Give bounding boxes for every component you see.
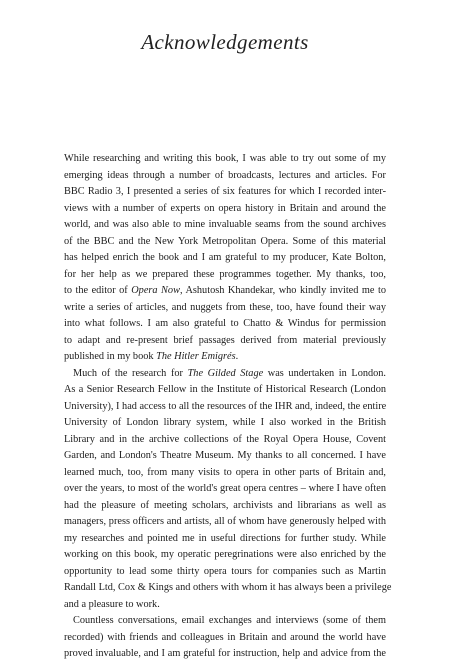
italic-title-text: Opera Now — [131, 285, 180, 296]
text-segment: While researching and writing this book, I was able to try out some of my — [64, 153, 386, 164]
text-segment: published in my book — [64, 351, 157, 362]
text-line — [64, 498, 386, 515]
text-segment: BBC Radio 3, I presented a series of six features for which I recorded inter- — [64, 186, 386, 197]
text-segment: and a pleasure to work. — [64, 598, 160, 610]
text-line — [64, 646, 386, 663]
text-segment: Library and in the archive collections of the Royal Opera House, Covent — [64, 433, 386, 445]
text-segment: to adapt and re-present brief passages derived from material previously — [64, 334, 386, 346]
text-segment: Randall Ltd, Cox & Kings and others with whom it has always been a privilege — [64, 582, 392, 593]
text-line — [64, 201, 386, 218]
text-line — [64, 432, 386, 449]
text-segment: Much of the research for — [73, 367, 188, 379]
text-line — [64, 514, 386, 531]
text-segment: , Ashutosh Khandekar, who kindly invited me to — [179, 285, 387, 296]
text-segment: . — [235, 351, 239, 362]
text-line — [64, 349, 386, 366]
text-segment: of the BBC and the New York Metropolitan Opera. Some of this material — [64, 235, 386, 247]
text-line — [64, 580, 392, 597]
text-line — [64, 547, 386, 564]
text-segment: my researches and pointed me in useful directions for further study. While — [64, 532, 386, 544]
text-line — [64, 267, 386, 284]
body-text — [64, 151, 392, 663]
text-line — [64, 448, 386, 465]
text-segment: write a series of articles, and nuggets from these, too, have found their way — [64, 301, 386, 313]
text-segment: into what follows. I am also grateful to Chatto & Windus for permission — [64, 318, 386, 329]
text-line — [64, 234, 386, 251]
text-segment: for her help as we prepared these programmes together. My thanks, too, — [64, 268, 386, 280]
italic-title-text: The Hitler Emigrés — [156, 351, 236, 362]
text-line — [64, 630, 386, 647]
text-segment: As a Senior Research Fellow in the Institute of Historical Research (London — [64, 384, 386, 395]
text-segment: University), I had access to all the resources of the IHR and, indeed, the entire — [64, 400, 387, 412]
text-line — [64, 316, 386, 333]
text-segment: was undertaken in London. — [263, 367, 387, 379]
text-line — [64, 300, 386, 317]
text-segment: emerging ideas through a number of broadcasts, lectures and articles. For — [64, 169, 386, 181]
text-line — [64, 465, 386, 482]
text-segment: opportunity to lead some thirty opera tours for companies such as Martin — [64, 565, 386, 577]
text-line — [64, 333, 386, 350]
text-line — [64, 415, 386, 432]
text-line — [64, 168, 386, 185]
text-segment: University of London library system, while I also worked in the British — [64, 417, 386, 428]
text-line — [64, 184, 386, 201]
text-line — [64, 382, 386, 399]
text-segment: views with a number of experts on opera history in Britain and around the — [64, 202, 386, 214]
text-segment: Countless conversations, email exchanges and interviews (some of them — [73, 615, 386, 626]
text-segment: proved invaluable, and I am grateful for instruction, help and advice from the — [64, 648, 386, 659]
text-segment: working on this book, my operatic peregrinations were also enriched by the — [64, 549, 386, 560]
text-segment: had the pleasure of meeting scholars, archivists and librarians as well as — [64, 499, 386, 511]
text-line — [64, 481, 386, 498]
text-segment: to the editor of — [64, 285, 132, 296]
page-title: Acknowledgements — [141, 30, 309, 54]
italic-title-text: The Gilded Stage — [187, 367, 264, 379]
text-segment: has helped enrich the book and I am grateful to my producer, Kate Bolton, — [64, 252, 386, 263]
text-line — [64, 399, 386, 416]
text-line — [64, 564, 386, 581]
text-line — [64, 283, 386, 300]
text-segment: recorded) with friends and colleagues in Britain and around the world have — [64, 631, 386, 643]
text-segment: Garden, and London's Theatre Museum. My thanks to all concerned. I have — [64, 450, 386, 461]
text-line — [64, 366, 386, 383]
text-segment: managers, press officers and artists, all of whom have generously helped with — [64, 516, 386, 527]
text-line — [64, 613, 386, 630]
text-line — [64, 531, 386, 548]
text-line — [64, 217, 386, 234]
text-line — [64, 151, 386, 168]
text-line — [64, 597, 386, 614]
text-segment: over the years, to most of the world's great opera centres – where I have often — [64, 483, 386, 494]
text-segment: learned much, too, from many visits to opera in other parts of Britain and, — [64, 466, 386, 478]
text-line — [64, 250, 386, 267]
text-segment: world, and was also able to mine invaluable seams from the sound archives — [64, 219, 386, 230]
